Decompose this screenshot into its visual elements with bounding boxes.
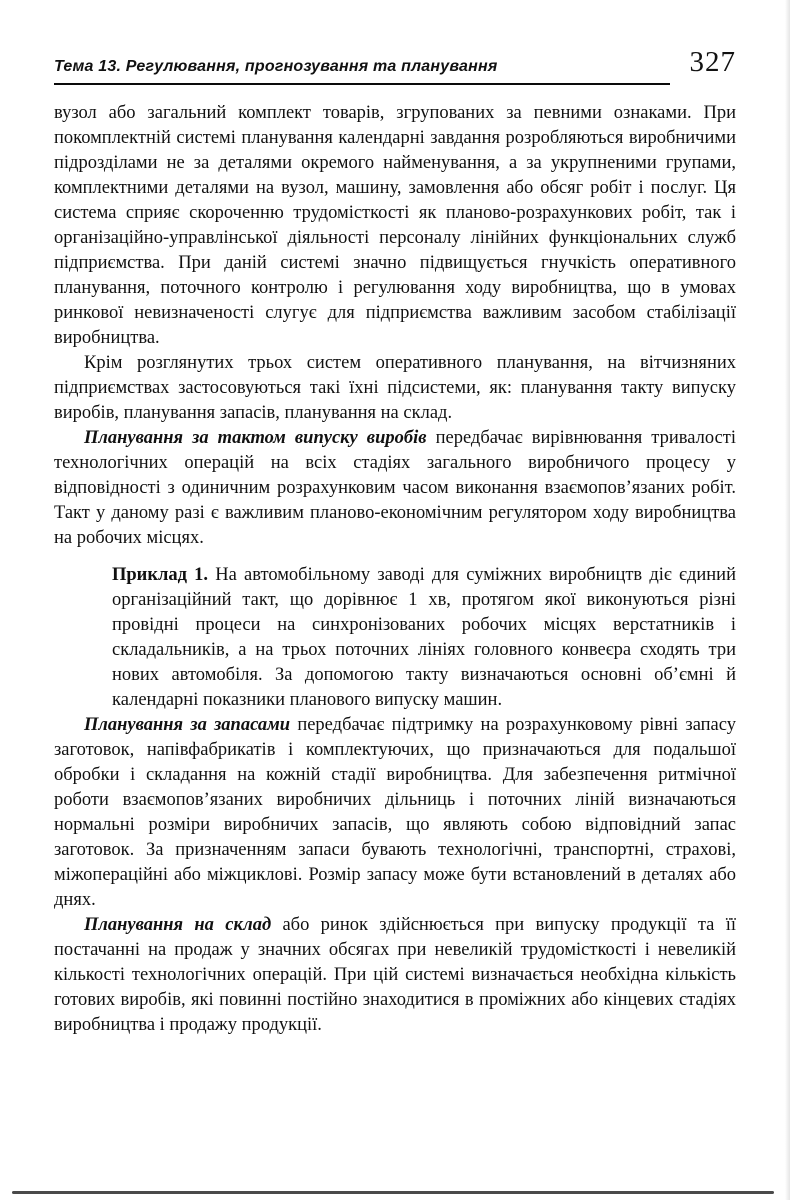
page-number: 327 <box>689 46 736 78</box>
scan-right-edge <box>785 0 790 1200</box>
scan-bottom-edge <box>12 1191 774 1194</box>
chapter-title: Тема 13. Регулювання, прогнозування та планування <box>54 58 670 85</box>
paragraph-lead: Планування за запасами <box>84 715 291 735</box>
paragraph-text: передбачає вирівнювання тривалості технологічних операцій на всіх стадіях загального виробничого процесу у відповідності з одиничним розрахунковим часом виконання взаємопов’язаних робіт. Такт у даному разі є важливим планово-економічним регулятором ходу виробництва на робочих місцях. <box>54 428 737 548</box>
paragraph <box>54 713 736 913</box>
running-head <box>54 48 736 85</box>
paragraph-text: Крім розглянутих трьох систем оперативного планування, на вітчизняних підприємствах застосовуються такі їхні підсистеми, як: планування такту випуску виробів, планування запасів, планування на склад. <box>54 353 736 423</box>
example-text: На автомобільному заводі для суміжних виробництв діє єдиний організаційний такт, що дорівнює 1 хв, протягом якої виконуються різні провідні процеси на синхронізованих робочих місцях верстатників і складальників, а на трьох поточних лініях головного конвеєра сходять три нових автомобіля. За допомогою такту визначаються основні об’ємні й календарні показники планового випуску машин. <box>112 565 736 710</box>
paragraph-text: вузол або загальний комплект товарів, згрупованих за певними ознаками. При покомплектній системі планування календарні завдання розробляються виробничими підрозділами не за деталями окремого найменування, а за укрупненими групами, комплектними деталями на вузол, машину, замовлення або обсяг робіт і послуг. Ця система сприяє скороченню трудомісткості як планово-розрахункових робіт, так і організаційно-управлінської діяльності персоналу лінійних функціональних служб підприємства. При даній системі значно підвищується гнучкість оперативного планування, поточного контролю і регулювання ходу виробництва, що в умовах ринкової невизначеності слугує для підприємства важливим засобом стабілізації виробництва. <box>54 103 736 348</box>
page-body <box>54 101 736 1038</box>
paragraph-text: або ринок здійснюється при випуску продукції та її постачанні на продаж у значних обсягах при невеликій трудомісткості і невеликій кількості технологічних операцій. При цій системі визначається необхідна кількість готових виробів, які повинні постійно знаходитися в проміжних або кінцевих стадіях виробництва і продажу продукції. <box>54 915 736 1035</box>
paragraph <box>54 913 736 1038</box>
paragraph <box>54 426 736 551</box>
example-block <box>112 563 736 713</box>
paragraph-lead: Планування на склад <box>84 915 272 935</box>
example-lead: Приклад 1. <box>112 565 209 585</box>
paragraph-text: передбачає підтримку на розрахунковому рівні запасу заготовок, напівфабрикатів і комплектуючих, що призначаються для подальшої обробки і складання на кожній стадії виробництва. Для забезпечення ритмічної роботи взаємопов’язаних виробничих дільниць і поточних ліній визначаються нормальні розміри виробничих запасів, що являють собою відповідний запас заготовок. За призначенням запаси бувають технологічні, транспортні, страхові, міжопераційні або міжциклові. Розмір запасу може бути встановлений в деталях або днях. <box>54 715 736 910</box>
paragraph <box>54 101 736 351</box>
paragraph <box>54 351 736 426</box>
paragraph-lead: Планування за тактом випуску виробів <box>84 428 427 448</box>
